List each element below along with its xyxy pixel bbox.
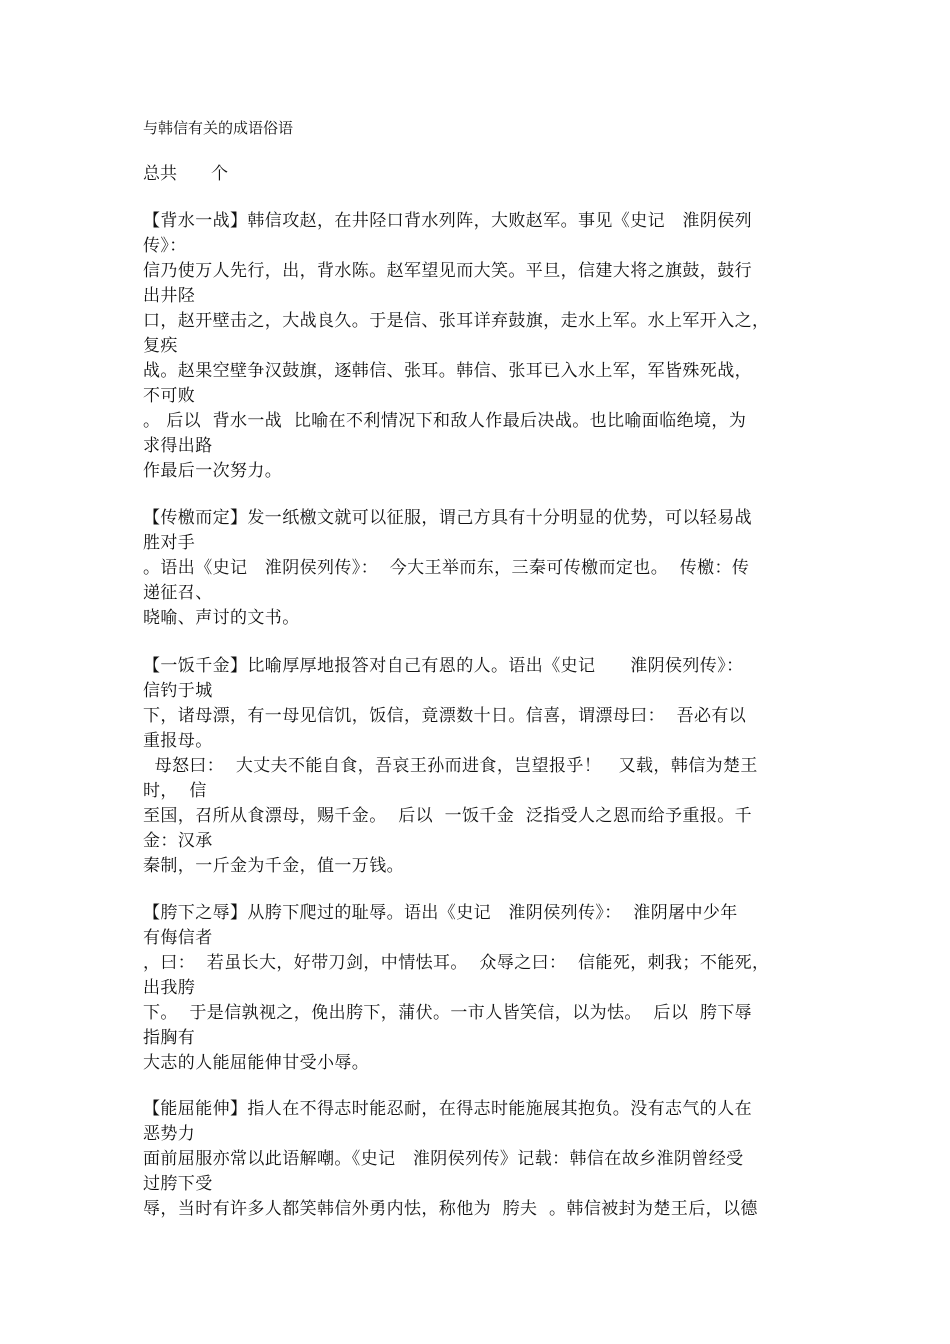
- text-line: ，曰： 若虽长大，好带刀剑，中情怯耳。 众辱之曰： 信能死，刺我；不能死，: [143, 953, 770, 973]
- text-line: 大志的人能屈能伸甘受小辱。: [143, 1053, 370, 1073]
- text-line: 求得出路: [143, 436, 213, 456]
- text-line: 母怒曰： 大丈夫不能自食，吾哀王孙而进食，岂望报乎！ 又载，韩信为楚王: [143, 756, 758, 776]
- document-title: 与韩信有关的成语俗语: [143, 119, 294, 137]
- text-line: 下，诸母漂，有一母见信饥，饭信，竟漂数十日。信喜，谓漂母曰： 吾必有以: [143, 706, 747, 726]
- text-line: 过胯下受: [143, 1174, 213, 1194]
- text-line: 时， 信: [143, 781, 207, 801]
- text-line: 重报母。: [143, 731, 213, 751]
- text-line: 金：汉承: [143, 831, 213, 851]
- text-line: 胜对手: [143, 533, 196, 553]
- count-line: 总共 个: [143, 164, 228, 184]
- text-line: 至国，召所从食漂母，赐千金。 后以 一饭千金 泛指受人之恩而给予重报。千: [143, 806, 753, 826]
- text-line: 信乃使万人先行，出，背水陈。赵军望见而大笑。平旦，信建大将之旗鼓，鼓行: [143, 261, 752, 281]
- text-line: 不可败: [143, 386, 196, 406]
- text-line: 【背水一战】韩信攻赵，在井陉口背水列阵，大败赵军。事见《史记 淮阴侯列: [143, 211, 752, 231]
- text-line: 复疾: [143, 336, 178, 356]
- text-line: 。语出《史记 淮阴侯列传》： 今大王举而东，三秦可传檄而定也。 传檄：传: [143, 558, 750, 578]
- text-line: 晓喻、声讨的文书。: [143, 608, 300, 628]
- text-line: 【传檄而定】发一纸檄文就可以征服，谓己方具有十分明显的优势，可以轻易战: [143, 508, 752, 528]
- text-line: 战。赵果空壁争汉鼓旗，逐韩信、张耳。韩信、张耳已入水上军，军皆殊死战，: [143, 361, 752, 381]
- text-line: 【胯下之辱】从胯下爬过的耻辱。语出《史记 淮阴侯列传》： 淮阴屠中少年: [143, 903, 738, 923]
- text-line: 口，赵开壁击之，大战良久。于是信、张耳详弃鼓旗，走水上军。水上军开入之，: [143, 311, 770, 331]
- text-line: 面前屈服亦常以此语解嘲。《史记 淮阴侯列传》记载：韩信在故乡淮阴曾经受: [143, 1149, 744, 1169]
- text-line: 递征召、: [143, 583, 213, 603]
- text-line: 出井陉: [143, 286, 196, 306]
- text-line: 作最后一次努力。: [143, 461, 283, 481]
- text-line: 秦制，一斤金为千金，值一万钱。: [143, 856, 404, 876]
- text-line: 指胸有: [143, 1028, 196, 1048]
- text-line: 辱，当时有许多人都笑韩信外勇内怯，称他为 胯夫 。韩信被封为楚王后，以德: [143, 1199, 758, 1219]
- text-line: 【能屈能伸】指人在不得志时能忍耐，在得志时能施展其抱负。没有志气的人在: [143, 1099, 752, 1119]
- text-line: 信钓于城: [143, 681, 213, 701]
- text-line: 恶势力: [143, 1124, 196, 1144]
- text-line: 下。 于是信孰视之，俛出胯下，蒲伏。一市人皆笑信，以为怯。 后以 胯下辱: [143, 1003, 753, 1023]
- text-line: 出我胯: [143, 978, 196, 998]
- text-line: 传》：: [143, 236, 187, 256]
- text-line: 。 后以 背水一战 比喻在不利情况下和敌人作最后决战。也比喻面临绝境，为: [143, 411, 747, 431]
- text-line: 有侮信者: [143, 928, 213, 948]
- text-line: 【一饭千金】比喻厚厚地报答对自己有恩的人。语出《史记 淮阴侯列传》：: [143, 656, 744, 676]
